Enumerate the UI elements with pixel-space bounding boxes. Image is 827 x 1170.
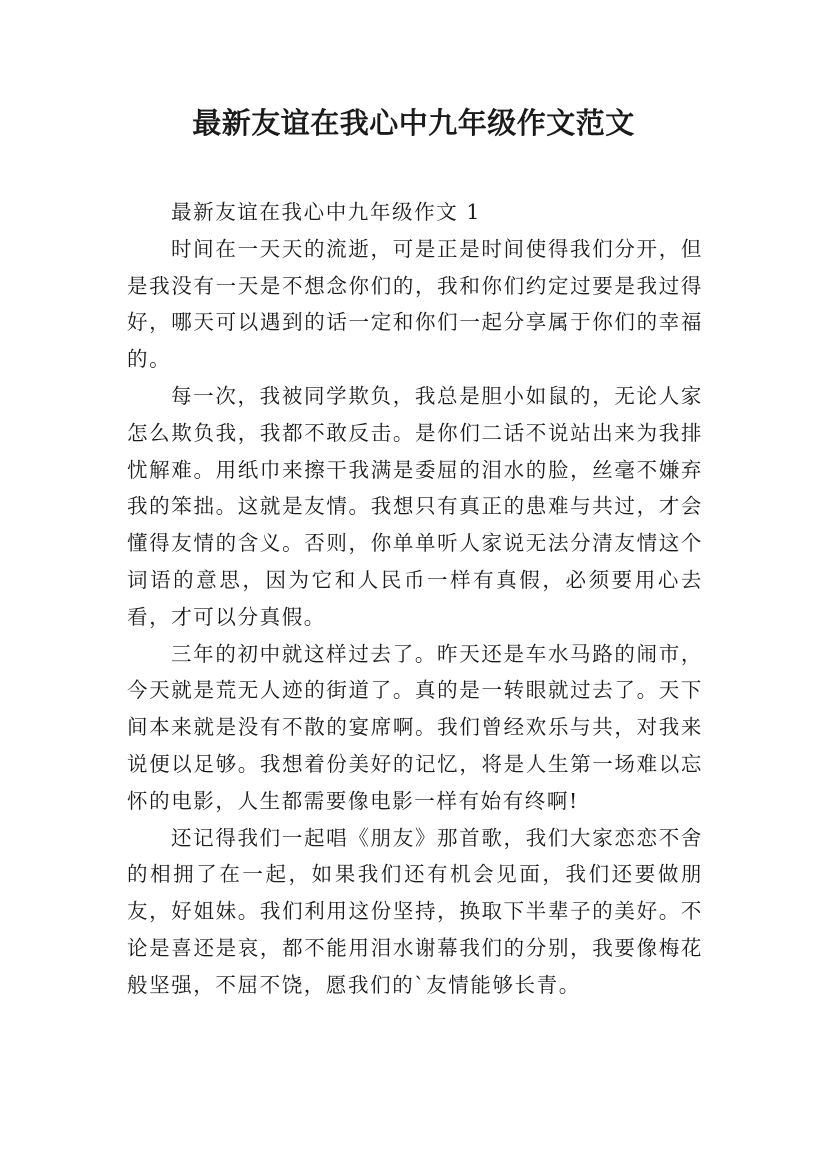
paragraph: 时间在一天天的流逝，可是正是时间使得我们分开，但是我没有一天是不想念你们的，我和你们约定过要是我过得好，哪天可以遇到的话一定和你们一起分享属于你们的幸福的。 [127,236,703,372]
paragraph: 还记得我们一起唱《朋友》那首歌，我们大家恋恋不舍的相拥了在一起，如果我们还有机会见面，我们还要做朋友，好姐妹。我们利用这份坚持，换取下半辈子的美好。不论是喜还是哀，都不能用泪水谢幕我们的分别，我要像梅花般坚强，不屈不饶，愿我们的`友情能够长青。 [127,825,703,997]
document-title: 最新友谊在我心中九年级作文范文 [192,106,635,140]
paragraph: 三年的初中就这样过去了。昨天还是车水马路的闹市，今天就是荒无人迹的街道了。真的是一转眼就过去了。天下间本来就是没有不散的宴席啊。我们曾经欢乐与共，对我来说便以足够。我想着份美好的记忆，将是人生第一场难以忘怀的电影，人生都需要像电影一样有始有终啊! [127,641,703,813]
document-body [127,194,703,1004]
essay-subtitle: 最新友谊在我心中九年级作文 1 [171,200,482,224]
paragraph: 每一次，我被同学欺负，我总是胆小如鼠的，无论人家怎么欺负我，我都不敢反击。是你们二话不说站出来为我排忧解难。用纸巾来擦干我满是委屈的泪水的脸，丝毫不嫌弃我的笨拙。这就是友情。我想只有真正的患难与共过，才会懂得友情的含义。否则，你单单听人家说无法分清友情这个词语的意思，因为它和人民币一样有真假，必须要用心去看，才可以分真假。 [127,383,703,629]
